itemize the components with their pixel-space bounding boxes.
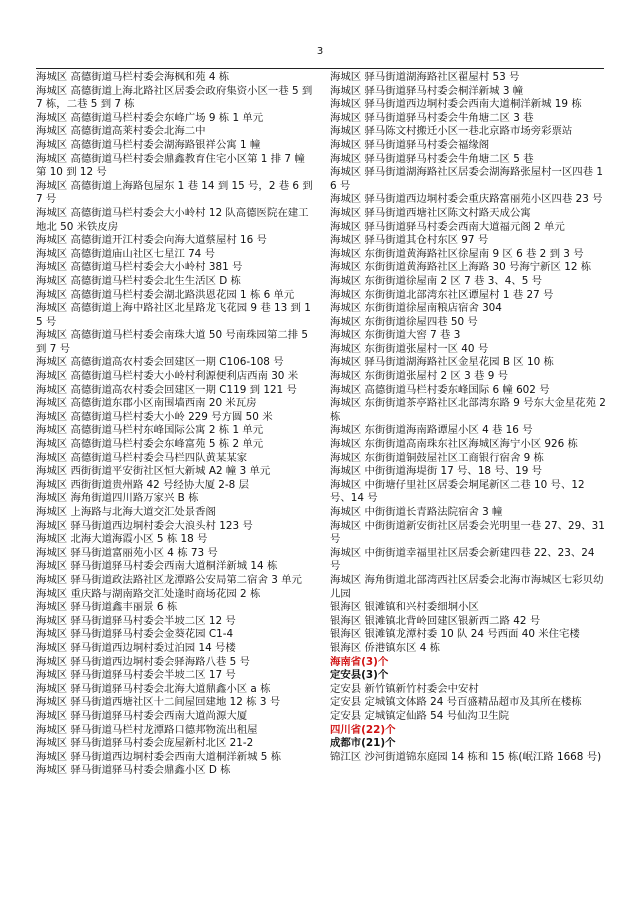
address-entry: 海城区 驿马街道驿马村委会牛角塘二区 3 巷 — [330, 111, 534, 124]
address-entry: 海城区 高德街道高农村委会回建区一期 C119 到 121 号 — [36, 383, 297, 396]
address-entry: 海城区 驿马街道富丽苑小区 4 栋 73 号 — [36, 546, 218, 559]
address-entry: 银海区 银滩镇和兴村委细垌小区 — [330, 601, 479, 614]
address-entry: 定安县 定城镇定仙路 54 号仙沟卫生院 — [330, 709, 509, 722]
address-entry: 海城区 西街街道贵州路 42 号经协大厦 2-8 层 — [36, 478, 249, 491]
address-entry: 海城区 东街街道张屋村一区 40 号 — [330, 342, 489, 355]
address-entry: 海城区 高德街道马栏村委会大小岭村 381 号 — [36, 261, 243, 274]
address-entry: 海城区 北海大道海霞小区 5 栋 18 号 — [36, 533, 208, 546]
address-entry: 海城区 海角街道北部湾西社区居委会北海市海城区七彩贝幼儿园 — [330, 573, 604, 600]
address-entry: 海城区 东街街道海南路谭屋小区 4 巷 16 号 — [330, 424, 533, 437]
address-entry: 海城区 驿马街道西边垌村委会重庆路富丽苑小区四巷 23 号 — [330, 193, 603, 206]
address-entry: 海城区 驿马街道驿马村委会半坡二区 17 号 — [36, 669, 236, 682]
address-entry: 海城区 高德街道马栏村委会东峰富苑 5 栋 2 单元 — [36, 438, 264, 451]
address-entry: 海城区 驿马街道驿马村委会庞屋新村北区 21-2 — [36, 737, 254, 750]
province-heading: 四川省(22)个 — [330, 723, 396, 736]
header-rule — [36, 68, 604, 69]
address-entry: 海城区 东街街道黄海路社区上海路 30 号海宁新区 12 栋 — [330, 261, 592, 274]
address-entry: 海城区 东街街道铜鼓屋社区工商银行宿舍 9 栋 — [330, 451, 544, 464]
right-column — [330, 71, 608, 764]
address-entry: 定安县 定城镇文体路 24 号百盛精品超市及其所在楼栋 — [330, 696, 582, 709]
address-entry: 海城区 驿马街道马栏村龙潭路口德邦物流出租屋 — [36, 723, 258, 736]
address-entry: 海城区 驿马街道驿马村委会西南大道桐洋新城 14 栋 — [36, 560, 278, 573]
address-entry: 海城区 高德街道上海中路社区北星路龙飞花园 9 巷 13 到 15 号 — [36, 302, 311, 328]
address-entry: 海城区 驿马街道湖海路社区居委会湖海路张屋村一区四巷 16 号 — [330, 166, 603, 192]
address-entry: 海城区 驿马街道西边垌村委过泊园 14 号楼 — [36, 641, 236, 654]
address-entry: 海城区 东街街道徐屋南 2 区 7 巷 3、4、5 号 — [330, 274, 543, 287]
address-entry: 海城区 高德街道马栏村委大小岭村利源便利店西南 30 米 — [36, 370, 299, 383]
address-entry: 海城区 重庆路与湖南路交汇处逢时商场花园 2 栋 — [36, 587, 261, 600]
address-entry: 海城区 高德街道上海路包屋东 1 巷 14 到 15 号，2 巷 6 到 7 号 — [36, 179, 313, 206]
address-entry: 海城区 驿马街道驿马村委会金葵花园 C1-4 — [36, 628, 234, 641]
address-entry: 海城区 驿马街道西边垌村委会大浪头村 123 号 — [36, 519, 253, 532]
address-entry: 海城区 东街街道黄海路社区徐屋南 9 区 6 巷 2 到 3 号 — [330, 247, 584, 260]
address-entry: 海城区 驿马街道政法路社区龙潭路公安局第二宿舍 3 单元 — [36, 573, 302, 586]
address-entry: 海城区 驿马街道西边垌村委会驿海路八巷 5 号 — [36, 655, 250, 668]
page-number: 3 — [316, 46, 324, 57]
address-entry: 海城区 中街塘仔里社区居委会垌尾新区二巷 10 号、12 号、14 号 — [330, 478, 585, 505]
address-entry: 海城区 高德街道马栏村委会湖海路银祥公寓 1 幢 — [36, 138, 261, 151]
address-entry: 海城区 驿马街道驿马村委会桐洋新城 3 幢 — [330, 84, 524, 97]
address-entry: 海城区 高德街道上海北路社区居委会政府集资小区一巷 5 到 7 栋，二巷 5 到 7 栋 — [36, 84, 313, 111]
address-entry: 海城区 东街街道北部湾东社区谭屋村 1 巷 27 号 — [330, 288, 554, 301]
address-entry: 海城区 驿马街道西边垌村委会西南大道桐洋新城 5 栋 — [36, 750, 282, 763]
address-entry: 银海区 银滩镇北背岭回建区银新西二路 42 号 — [330, 614, 541, 627]
address-entry: 海城区 东街街道高南珠东社区海城区海宁小区 926 栋 — [330, 438, 578, 451]
address-entry: 定安县 新竹镇新竹村委会中安村 — [330, 682, 479, 695]
address-entry: 海城区 东街街道大窖 7 巷 3 — [330, 329, 461, 342]
address-entry: 海城区 驿马街道西边垌村委会西南大道桐洋新城 19 栋 — [330, 98, 582, 111]
address-entry: 海城区 东街街道张屋村 2 区 3 巷 9 号 — [330, 370, 509, 383]
address-entry: 海城区 中街街道新安街社区居委会光明里一巷 27、29、31 号 — [330, 519, 605, 546]
address-entry: 海城区 高德街道马栏村委会海枫和苑 4 栋 — [36, 71, 230, 83]
city-heading: 定安县(3)个 — [330, 669, 389, 682]
address-entry: 海城区 高德街道高农村委会回建区一期 C106-108 号 — [36, 356, 284, 369]
address-entry: 海城区 高德街道庙山社区七星江 74 号 — [36, 247, 215, 260]
left-column — [36, 71, 314, 778]
address-entry: 海城区 高德街道马栏村委东峰国际 6 幢 602 号 — [330, 383, 550, 396]
address-entry: 银海区 银滩镇龙潭村委 10 队 24 号西面 40 米住宅楼 — [330, 628, 580, 641]
address-entry: 海城区 驿马街道驿马村委会北海大道鼎鑫小区 a 栋 — [36, 682, 271, 695]
address-entry: 海城区 驿马街道湖海路社区金星花园 B 区 10 栋 — [330, 356, 554, 369]
address-entry: 海城区 驿马街道西塘社区陈文村路天成公寓 — [330, 206, 531, 219]
address-entry: 海城区 中街街道长青路法院宿舍 3 幢 — [330, 506, 503, 518]
address-entry: 海城区 中街街道幸福里社区居委会新建四巷 22、23、24 号 — [330, 546, 595, 573]
address-entry: 海城区 高德街道马栏村委会北生生活区 D 栋 — [36, 274, 241, 287]
address-entry: 海城区 驿马街道驿马村委会牛角塘二区 5 巷 — [330, 152, 534, 165]
address-entry: 海城区 中街街道海堤街 17 号、18 号、19 号 — [330, 465, 543, 478]
address-entry: 海城区 驿马街道驿马村委会鼎鑫小区 D 栋 — [36, 764, 231, 777]
address-entry: 海城区 驿马街道驿马村委会半坡二区 12 号 — [36, 614, 236, 627]
address-entry: 海城区 高德街道马栏村委大小岭 229 号方圆 50 米 — [36, 410, 273, 423]
address-entry: 海城区 高德街道马栏村委会大小岭村 12 队高德医院在建工地北 50 米铁皮房 — [36, 206, 309, 233]
address-entry: 海城区 驿马街道湖海路社区翟屋村 53 号 — [330, 71, 520, 83]
address-entry: 海城区 高德街道马栏村委会南珠大道 50 号南珠园第二排 5 到 7 号 — [36, 329, 309, 355]
address-entry: 海城区 东街街道徐屋四巷 50 号 — [330, 315, 478, 328]
address-entry: 海城区 驿马街道驿马村委会西南大道尚源大厦 — [36, 709, 248, 722]
province-heading: 海南省(3)个 — [330, 655, 389, 668]
address-entry: 海城区 上海路与北海大道交汇处景香阁 — [36, 506, 216, 518]
address-entry: 海城区 东街街道茶亭路社区北部湾东路 9 号东大金星花苑 2 栋 — [330, 397, 606, 423]
address-entry: 海城区 驿马街道西塘社区十二间屋回建地 12 栋 3 号 — [36, 696, 281, 709]
address-entry: 海城区 高德街道马栏村委会东峰广场 9 栋 1 单元 — [36, 111, 264, 124]
address-entry: 海城区 高德街道开江村委会向海大道蔡屋村 16 号 — [36, 234, 267, 247]
address-entry: 银海区 侨港镇东区 4 栋 — [330, 641, 441, 654]
address-entry: 海城区 驿马陈文村搬迁小区一巷北京路市场旁彩票站 — [330, 125, 573, 138]
address-entry: 海城区 东街街道徐屋南粮店宿舍 304 — [330, 302, 502, 315]
city-heading: 成都市(21)个 — [330, 737, 396, 750]
address-entry: 海城区 高德街道马栏村委会马栏四队黄某某家 — [36, 451, 248, 464]
address-entry: 海城区 高德街道马栏村委会湖北路洪恩花园 1 栋 6 单元 — [36, 288, 295, 301]
address-entry: 海城区 西街街道平安街社区恒大新城 A2 幢 3 单元 — [36, 465, 271, 478]
address-entry: 海城区 驿马街道其仓村东区 97 号 — [330, 234, 489, 247]
address-entry: 海城区 驿马街道驿马村委会西南大道福元阁 2 单元 — [330, 220, 565, 233]
address-entry: 海城区 高德街道东郡小区南围墙西南 20 米瓦房 — [36, 397, 257, 410]
address-entry: 海城区 高德街道马栏村东峰国际公寓 2 栋 1 单元 — [36, 424, 264, 437]
address-entry: 海城区 驿马街道驿马村委会福缘阁 — [330, 138, 490, 151]
address-entry: 海城区 驿马街道鑫丰丽景 6 栋 — [36, 601, 178, 614]
address-entry: 海城区 海角街道四川路万家兴 B 栋 — [36, 492, 199, 505]
address-entry: 锦江区 沙河街道锦东庭园 14 栋和 15 栋(岷江路 1668 号) — [330, 750, 602, 763]
address-entry: 海城区 高德街道高莱村委会北海二中 — [36, 125, 206, 138]
address-entry: 海城区 高德街道马栏村委会鼎鑫教育住宅小区第 1 排 7 幢第 10 到 12 号 — [36, 152, 305, 179]
